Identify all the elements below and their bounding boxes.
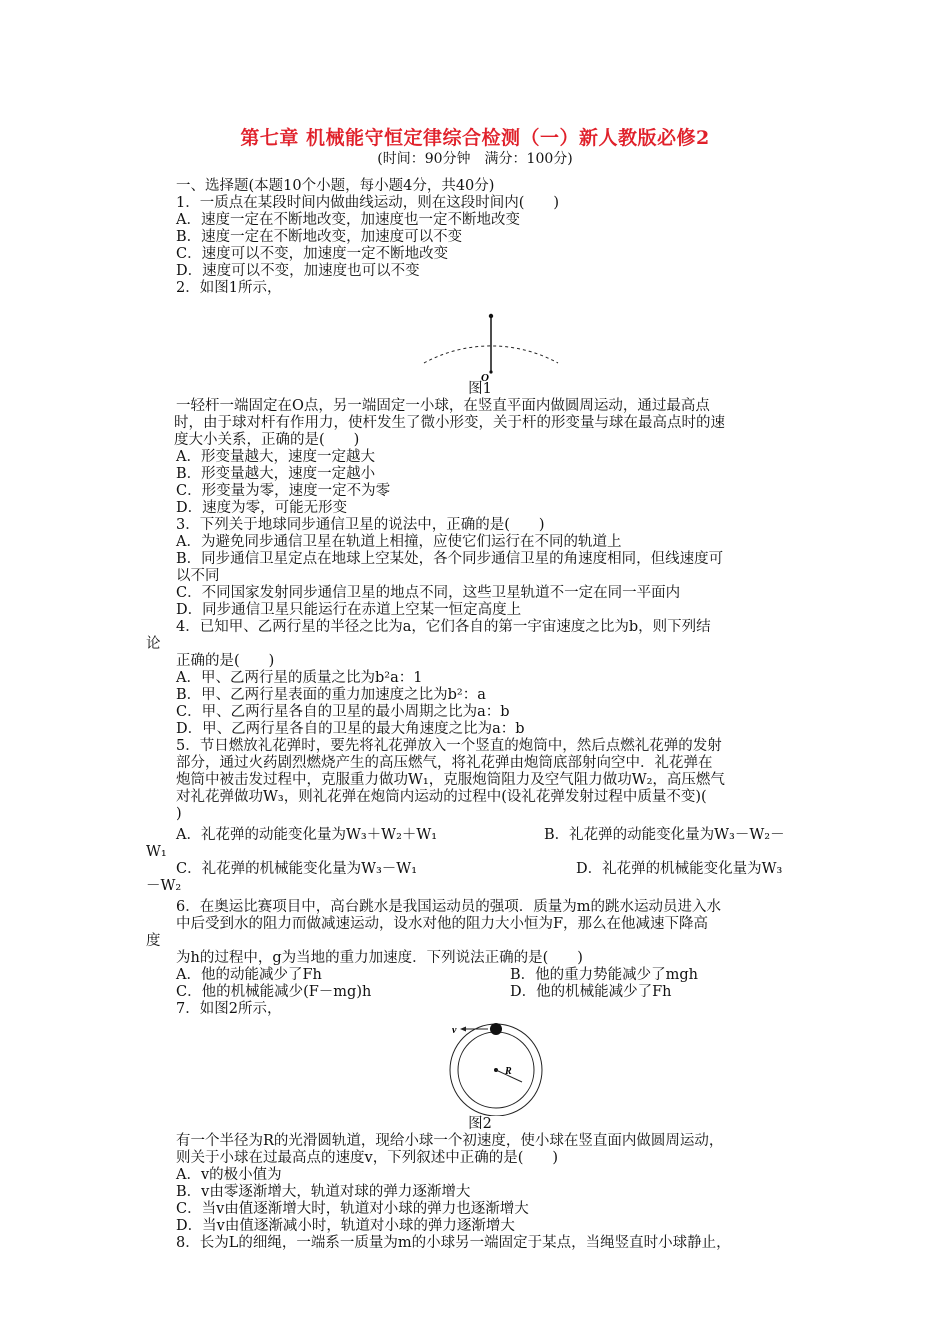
q2-line-1: 一轻杆一端固定在O点，另一端固定一小球，在竖直平面内做圆周运动，通过最高点 xyxy=(176,398,710,414)
q1-option-a: A．速度一定在不断地改变，加速度也一定不断地改变 xyxy=(176,212,520,228)
figure-2-diagram xyxy=(146,1018,814,1116)
section-heading: 一、选择题(本题10个小题，每小题4分，共40分) xyxy=(176,178,495,194)
q8-line-1: 8．长为L的细绳，一端系一质量为m的小球另一端固定于某点，当绳竖直时小球静止， xyxy=(176,1235,731,1251)
ball-dot xyxy=(489,314,493,318)
document-subtitle: (时间：90分钟 满分：100分) xyxy=(377,151,573,167)
q1-option-c: C．速度可以不变，加速度一定不断地改变 xyxy=(176,246,449,262)
point-o-label: O xyxy=(481,372,489,381)
q2-line-3: 度大小关系，正确的是( ) xyxy=(174,432,360,448)
q7-option-b: B．v由零逐渐增大，轨道对球的弹力逐渐增大 xyxy=(176,1184,471,1200)
q5-option-a: A．礼花弹的动能变化量为W₃＋W₂＋W₁ xyxy=(176,827,438,843)
q6-option-d: D．他的机械能减少了Fh xyxy=(510,984,672,1000)
q1-option-d: D．速度可以不变，加速度也可以不变 xyxy=(176,263,420,279)
q7-option-a: A．v的极小值为 xyxy=(176,1167,282,1183)
q7-line-1: 有一个半径为R的光滑圆轨道，现给小球一个初速度，使小球在竖直面内做圆周运动， xyxy=(176,1133,724,1149)
q6-option-c: C．他的机械能减少(F－mg)h xyxy=(176,984,372,1000)
q4-option-b: B．甲、乙两行星表面的重力加速度之比为b²：a xyxy=(176,687,486,703)
velocity-arrowhead xyxy=(460,1027,466,1032)
q6-line-2: 中后受到水的阻力而做减速运动，设水对他的阻力大小恒为F，那么在他减速下降高 xyxy=(176,916,709,932)
q3-option-b: B．同步通信卫星定点在地球上空某处，各个同步通信卫星的角速度相同，但线速度可 xyxy=(176,551,724,567)
q3-option-c: C．不同国家发射同步通信卫星的地点不同，这些卫星轨道不一定在同一平面内 xyxy=(176,585,681,601)
q5-line-5: ) xyxy=(176,806,182,822)
q5-option-d-cont: －W₂ xyxy=(146,878,182,894)
q3-option-b-cont: 以不同 xyxy=(176,568,220,584)
q6-option-a: A．他的动能减少了Fh xyxy=(176,967,322,983)
q5-line-4: 对礼花弹做功W₃，则礼花弹在炮筒内运动的过程中(设礼花弹发射过程中质量不变)( xyxy=(176,789,707,805)
q5-options-cd xyxy=(146,861,814,878)
document-title: 第七章 机械能守恒定律综合检测（一）新人教版必修2 xyxy=(240,127,710,149)
document-body xyxy=(146,178,814,1252)
figure-2 xyxy=(146,1018,814,1116)
q2-option-b: B．形变量越大，速度一定越小 xyxy=(176,466,376,482)
q6-line-4: 为h的过程中，g为当地的重力加速度．下列说法正确的是( ) xyxy=(176,950,583,966)
figure-1 xyxy=(146,297,814,381)
q6-options-cd xyxy=(146,984,814,1001)
q2-option-c: C．形变量为零，速度一定不为零 xyxy=(176,483,391,499)
q3-option-a: A．为避免同步通信卫星在轨道上相撞，应使它们运行在不同的轨道上 xyxy=(176,534,622,550)
q1-stem: 1．一质点在某段时间内做曲线运动，则在这段时间内( ) xyxy=(176,195,560,211)
ball xyxy=(490,1023,502,1035)
figure-1-caption: 图1 xyxy=(468,381,492,397)
q4-option-c: C．甲、乙两行星各自的卫星的最小周期之比为a：b xyxy=(176,704,510,720)
q6-line-1: 6．在奥运比赛项目中，高台跳水是我国运动员的强项．质量为m的跳水运动员进入水 xyxy=(176,899,721,915)
q2-option-a: A．形变量越大，速度一定越大 xyxy=(176,449,375,465)
q4-option-a: A．甲、乙两行星的质量之比为b²a：1 xyxy=(176,670,423,686)
q3-stem: 3．下列关于地球同步通信卫星的说法中，正确的是( ) xyxy=(176,517,545,533)
q5-option-c: C．礼花弹的机械能变化量为W₃－W₁ xyxy=(176,861,418,877)
q5-option-d: D．礼花弹的机械能变化量为W₃ xyxy=(576,861,783,877)
q5-line-2: 部分，通过火药剧烈燃烧产生的高压燃气，将礼花弹由炮筒底部射向空中．礼花弹在 xyxy=(176,755,713,771)
q7-line-2: 则关于小球在过最高点的速度v，下列叙述中正确的是( ) xyxy=(176,1150,559,1166)
q2-option-d: D．速度为零，可能无形变 xyxy=(176,500,348,516)
q2-line-2: 时，由于球对杆有作用力，使杆发生了微小形变，关于杆的形变量与球在最高点时的速 xyxy=(174,415,725,431)
q6-line-3: 度 xyxy=(146,933,161,949)
q5-option-b: B．礼花弹的动能变化量为W₃－W₂－ xyxy=(544,827,785,843)
q4-line-1: 4．已知甲、乙两行星的半径之比为a，它们各自的第一宇宙速度之比为b，则下列结 xyxy=(176,619,711,635)
q5-options-ab xyxy=(146,827,814,844)
q5-line-1: 5．节日燃放礼花弹时，要先将礼花弹放入一个竖直的炮筒中，然后点燃礼花弹的发射 xyxy=(176,738,722,754)
pivot-dot xyxy=(489,370,492,373)
q1-option-b: B．速度一定在不断地改变，加速度可以不变 xyxy=(176,229,463,245)
q7-option-d: D．当v由值逐渐减小时，轨道对小球的弹力逐渐增大 xyxy=(176,1218,515,1234)
q4-line-2: 论 xyxy=(146,636,161,652)
q6-options-ab xyxy=(146,967,814,984)
q2-stem: 2．如图1所示， xyxy=(176,280,282,296)
q6-option-b: B．他的重力势能减少了mgh xyxy=(510,967,699,983)
q5-line-3: 炮筒中被击发过程中，克服重力做功W₁，克服炮筒阻力及空气阻力做功W₂，高压燃气 xyxy=(176,772,725,788)
q7-option-c: C．当v由值逐渐增大时，轨道对小球的弹力也逐渐增大 xyxy=(176,1201,529,1217)
q5-option-b-cont: W₁ xyxy=(146,844,167,860)
radius-label: R xyxy=(505,1066,512,1077)
q4-line-3: 正确的是( ) xyxy=(176,653,275,669)
velocity-label: v xyxy=(452,1025,457,1036)
q7-stem: 7．如图2所示， xyxy=(176,1001,282,1017)
figure-2-caption: 图2 xyxy=(468,1116,492,1132)
q3-option-d: D．同步通信卫星只能运行在赤道上空某一恒定高度上 xyxy=(176,602,522,618)
figure-1-diagram xyxy=(146,297,814,381)
q4-option-d: D．甲、乙两行星各自的卫星的最大角速度之比为a：b xyxy=(176,721,525,737)
